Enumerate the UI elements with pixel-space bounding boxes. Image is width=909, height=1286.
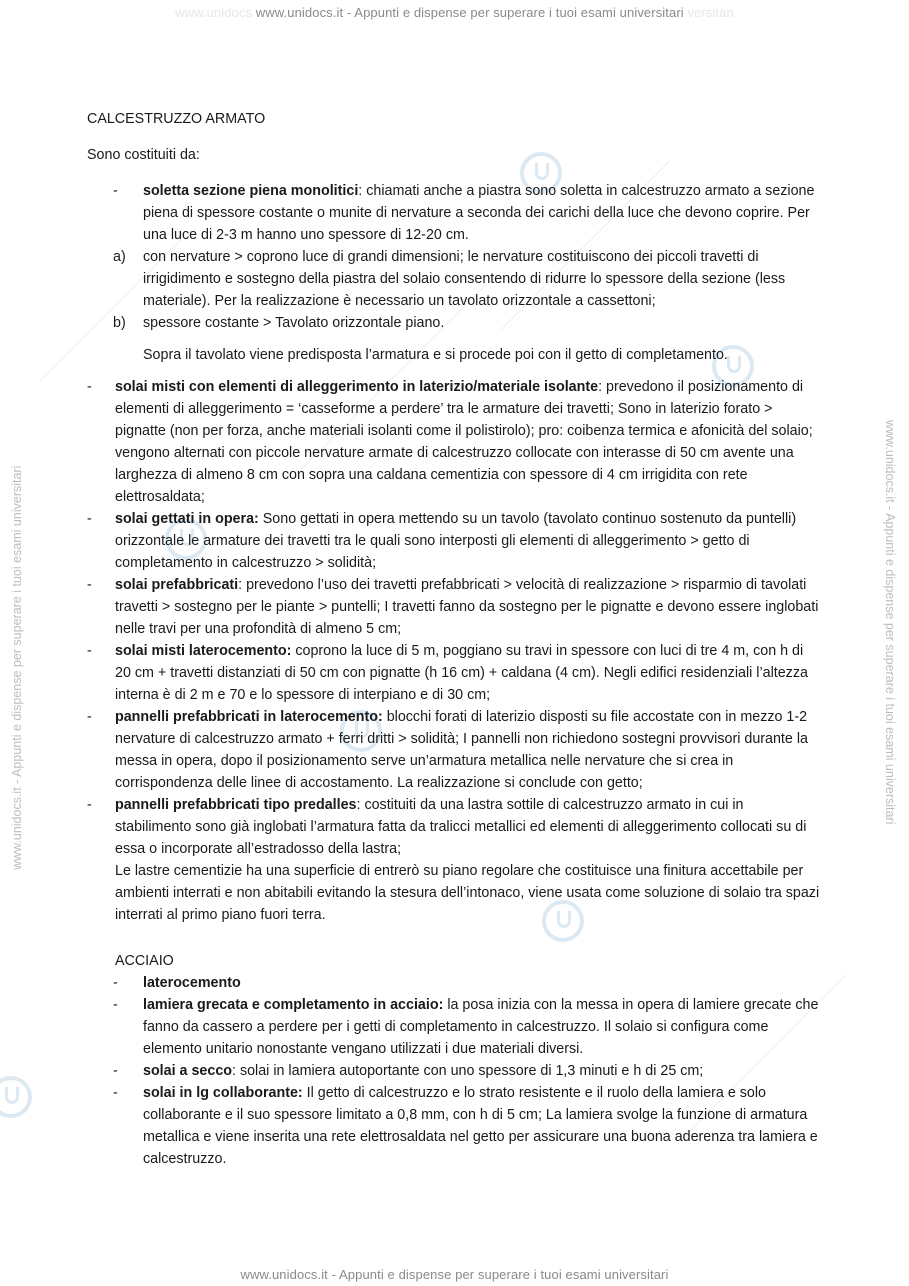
watermark-logo-icon <box>0 1076 32 1118</box>
list-item <box>87 1060 822 1082</box>
watermark-top <box>0 5 909 20</box>
item-term: pannelli prefabbricati tipo predalles <box>115 797 357 813</box>
watermark-side-left: www.unidocs.it - Appunti e dispense per superare i tuoi esami universitari <box>10 465 24 870</box>
item-term: laterocemento <box>143 975 241 991</box>
item-term: solai gettati in opera: <box>115 511 259 527</box>
section-heading-calcestruzzo: CALCESTRUZZO ARMATO <box>87 111 266 127</box>
item-term: solai prefabbricati <box>115 577 239 593</box>
watermark-ghost-right: versitari <box>687 5 734 20</box>
bullet-dash: - <box>87 797 92 813</box>
bullet-dash: - <box>87 709 92 725</box>
list-item <box>87 994 822 1060</box>
bullet-dash: - <box>87 379 92 395</box>
bullet-dash: - <box>87 577 92 593</box>
item-term: pannelli prefabbricati in laterocemento: <box>115 709 383 725</box>
list-item <box>87 794 822 860</box>
item-text: Il getto di calcestruzzo e lo strato resistente e il ruolo della lamiera e solo collaborante e il suo spessore limitato a 0,8 mm, con h di 5 cm; La lamiera svolge la funzione di armatura metallica e viene inserita una rete elettrosaldata nel getto per assicurare una buona aderenza tra lamiera e calcestruzzo. <box>143 1085 818 1167</box>
list-item <box>87 972 822 994</box>
bullet-dash: - <box>113 1063 118 1079</box>
bullet-dash: - <box>113 975 118 991</box>
watermark-ghost-left: www.unidocs <box>175 5 253 20</box>
item-text: coprono la luce di 5 m, poggiano su travi in spessore con luci di tre 4 m, con h di 20 cm + travetti distanziati di 50 cm con pignatte (h 16 cm) + caldana (4 cm). Negli edifici residenziali l’altezza interna è di 2 m e 70 e lo spessore di interpiano e di 30 cm; <box>115 643 808 703</box>
item-text: : solai in lamiera autoportante con uno spessore di 1,3 minuti e h di 25 cm; <box>232 1063 704 1079</box>
list-item <box>87 312 822 334</box>
item-term: solai misti con elementi di alleggerimento in laterizio/materiale isolante <box>115 379 599 395</box>
item-text: : chiamati anche a piastra sono soletta in calcestruzzo armato a sezione piena di spessore costante o munite di nervature a seconda dei carichi della luce che devono coprire. Per una luce di 2-3 m hanno uno spessore di 12-20 cm. <box>143 183 815 243</box>
list-item <box>87 508 822 574</box>
document-body <box>87 108 822 1170</box>
bullet-dash: - <box>113 183 118 199</box>
list-item <box>87 1082 822 1170</box>
item-text: spessore costante > Tavolato orizzontale piano. <box>143 315 445 331</box>
note-text: Sopra il tavolato viene predisposta l’armatura e si procede poi con il getto di completamento. <box>143 347 728 363</box>
item-term: soletta sezione piena monolitici <box>143 183 359 199</box>
list-item <box>87 246 822 312</box>
note-text: Le lastre cementizie ha una superficie di entrerò su piano regolare che costituisce una finitura accettabile per ambienti interrati e non abitabili evitando la stesura dell’intonaco, viene usata come soluzione di solaio tra spazi interrati al primo piano fuori terra. <box>115 863 820 923</box>
watermark-side-right: www.unidocs.it - Appunti e dispense per superare i tuoi esami universitari <box>883 420 897 825</box>
list-item <box>87 640 822 706</box>
bullet-dash: - <box>113 1085 118 1101</box>
watermark-bottom <box>0 1267 909 1282</box>
bullet-dash: - <box>87 511 92 527</box>
list-item <box>87 706 822 794</box>
item-text: con nervature > coprono luce di grandi dimensioni; le nervature costituiscono dei piccoli travetti di irrigidimento e sostegno della piastra del solaio consentendo di ridurre lo spessore della sezione (less materiale). Per la realizzazione è necessario un tavolato orizzontale a cassettoni; <box>143 249 786 309</box>
list-marker: b) <box>113 315 126 331</box>
section-heading-acciaio: ACCIAIO <box>115 953 174 969</box>
item-term: solai a secco <box>143 1063 233 1079</box>
item-term: solai in lg collaborante: <box>143 1085 303 1101</box>
item-text: blocchi forati di laterizio disposti su file accostate con in mezzo 1-2 nervature di calcestruzzo armato + ferri dritti > solidità; I pannelli non richiedono sostegni provvisori durante la messa in opera, dopo il posizionamento serve un’armatura metallica nelle nervature che si crea in corrispondenza delle linee di accostamento. La realizzazione si conclude con getto; <box>115 709 808 791</box>
bullet-dash: - <box>87 643 92 659</box>
item-text: la posa inizia con la messa in opera di lamiere grecate che fanno da cassero a perdere per i getti di completamento in calcestruzzo. Il solaio si configura come elemento unitario nonostante vengano utilizzati i due materiali diversi. <box>143 997 819 1057</box>
list-item <box>87 574 822 640</box>
item-text: Sono gettati in opera mettendo su un tavolo (tavolato continuo sostenuto da puntelli) orizzontale le armature dei travetti tra le quali sono interposti gli elementi di alleggerimento > getto di completamento in calcestruzzo > solidità; <box>115 511 797 571</box>
watermark-bottom-text: www.unidocs.it - Appunti e dispense per superare i tuoi esami universitari <box>240 1267 669 1282</box>
item-text: : costituiti da una lastra sottile di calcestruzzo armato in cui in stabilimento sono già inglobati l’armatura fatta da tralicci metallici ed elementi di alleggerimento collocati su di essa o incorporate all’estradosso della lastra; <box>115 797 807 857</box>
item-term: lamiera grecata e completamento in acciaio: <box>143 997 444 1013</box>
list-marker: a) <box>113 249 126 265</box>
list-item <box>87 376 822 508</box>
bullet-dash: - <box>113 997 118 1013</box>
list-item <box>87 180 822 246</box>
watermark-top-text: www.unidocs.it - Appunti e dispense per superare i tuoi esami universitari <box>255 5 684 20</box>
item-text: : prevedono il posizionamento di elementi di alleggerimento = ‘casseforme a perdere’ tra le armature dei travetti; Sono in laterizio forato > pignatte (non per forza, anche materiali isolanti come il polistirolo); pro: coibenza termica e afonicità del solaio; vengono alternati con piccole nervature armate di calcestruzzo collocate con interasse di 50 cm avente una larghezza di almeno 8 cm con sopra una caldana cementizia con spessore di 4 cm irrigidita con rete elettrosaldata; <box>115 379 813 505</box>
item-text: : prevedono l’uso dei travetti prefabbricati > velocità di realizzazione > risparmio di tavolati travetti > sostegno per le piante > puntelli; I travetti fanno da sostegno per le pignatte e devono essere inglobati nelle travi per una profondità di almeno 5 cm; <box>115 577 819 637</box>
intro-text: Sono costituiti da: <box>87 147 200 163</box>
item-term: solai misti laterocemento: <box>115 643 292 659</box>
